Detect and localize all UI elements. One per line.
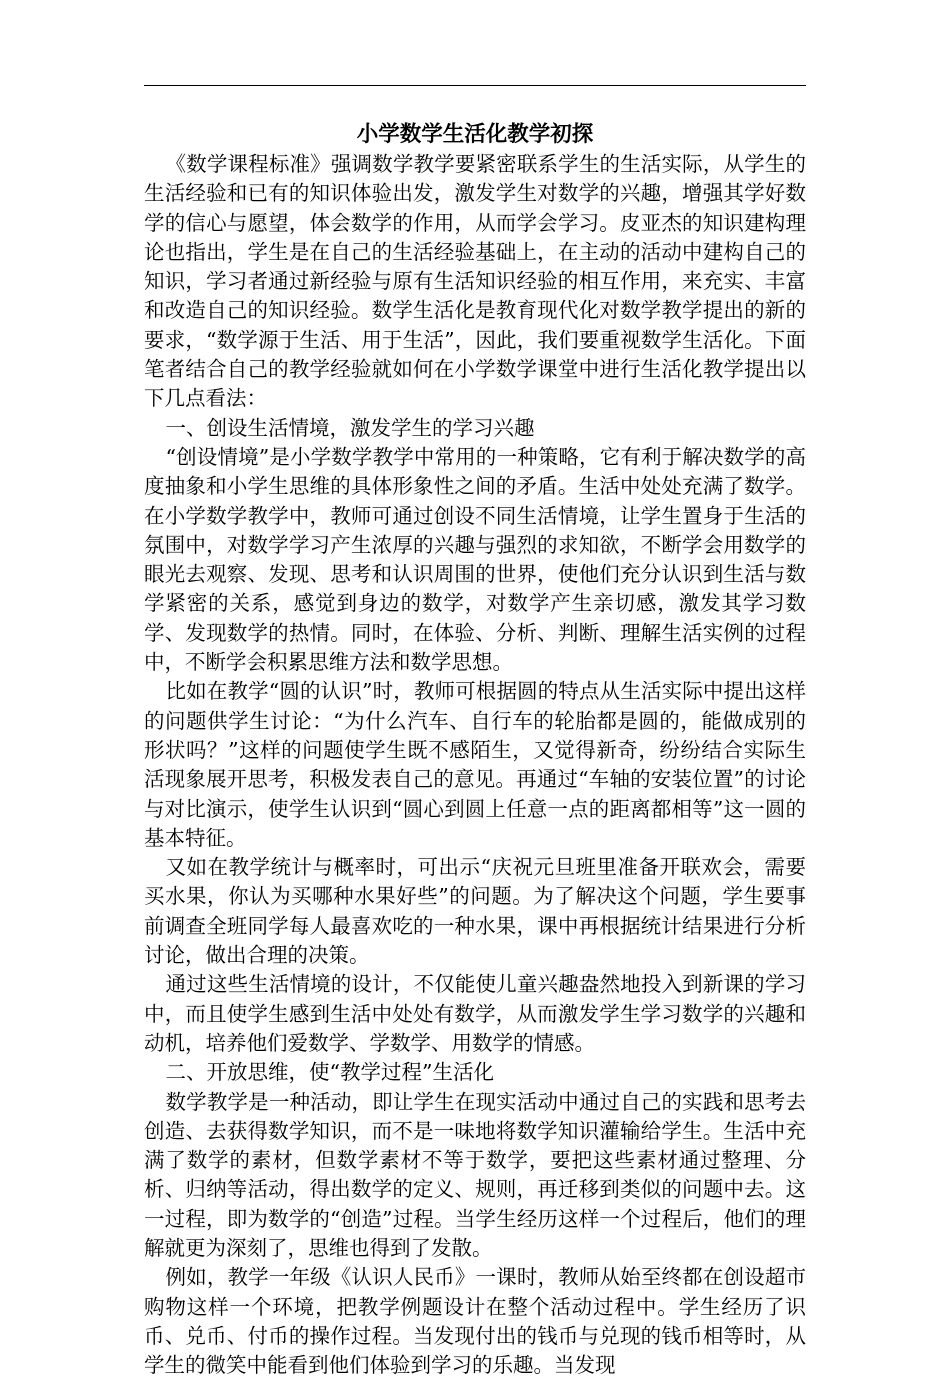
paragraph-statistics-example: 又如在教学统计与概率时，可出示“庆祝元旦班里准备开联欢会，需要买水果，你认为买哪种水果好些”的问题。为了解决这个问题，学生要事前调查全班同学每人最喜欢吃的一种水果，课中再根据统计结果进行分析讨论，做出合理的决策。 [144, 855, 806, 968]
paragraph-rmb-example: 例如，教学一年级《认识人民币》一课时，教师从始至终都在创设超市购物这样一个环境，把教学例题设计在整个活动过程中。学生经历了识币、兑币、付币的操作过程。当发现付出的钱币与兑现的钱币相等时，从学生的微笑中能看到他们体验到学习的乐趣。当发现 [144, 1265, 806, 1378]
document-body [144, 120, 806, 1380]
section-heading-2: 二、开放思维，使“教学过程”生活化 [165, 1060, 494, 1085]
document-title: 小学数学生活化教学初探 [356, 122, 594, 147]
section-heading-1: 一、创设生活情境，激发学生的学习兴趣 [165, 415, 535, 440]
header-rule [144, 85, 806, 86]
paragraph-teaching-process: 数学教学是一种活动，即让学生在现实活动中通过自己的实践和思考去创造、去获得数学知识，而不是一味地将数学知识灌输给学生。生活中充满了数学的素材，但数学素材不等于数学，要把这些素材通过整理、分析、归纳等活动，得出数学的定义、规则，再迁移到类似的问题中去。这一过程，即为数学的“创造”过程。当学生经历这样一个过程后，他们的理解就更为深刻了，思维也得到了发散。 [144, 1089, 806, 1260]
paragraph-situation-summary: 通过这些生活情境的设计，不仅能使儿童兴趣盎然地投入到新课的学习中，而且使学生感到生活中处处有数学，从而激发学生学习数学的兴趣和动机，培养他们爱数学、学数学、用数学的情感。 [144, 972, 806, 1055]
paragraph-situation: “创设情境”是小学数学教学中常用的一种策略，它有利于解决数学的高度抽象和小学生思维的具体形象性之间的矛盾。生活中处处充满了数学。在小学数学教学中，教师可通过创设不同生活情境，让学生置身于生活的氛围中，对数学学习产生浓厚的兴趣与强烈的求知欲，不断学会用数学的眼光去观察、发现、思考和认识周围的世界，使他们充分认识到生活与数学紧密的关系，感觉到身边的数学，对数学产生亲切感，激发其学习数学、发现数学的热情。同时，在体验、分析、判断、理解生活实例的过程中，不断学会积累思维方法和数学思想。 [144, 444, 806, 675]
paragraph-intro: 《数学课程标准》强调数学教学要紧密联系学生的生活实际，从学生的生活经验和已有的知识体验出发，激发学生对数学的兴趣，增强其学好数学的信心与愿望，体会数学的作用，从而学会学习。皮亚杰的知识建构理论也指出，学生是在自己的生活经验基础上，在主动的活动中建构自己的知识，学习者通过新经验与原有生活知识经验的相互作用，来充实、丰富和改造自己的知识经验。数学生活化是教育现代化对数学教学提出的新的要求，“数学源于生活、用于生活”，因此，我们要重视数学生活化。下面笔者结合自己的教学经验就如何在小学数学课堂中进行生活化教学提出以下几点看法： [144, 152, 806, 411]
paragraph-circle-example: 比如在教学“圆的认识”时，教师可根据圆的特点从生活实际中提出这样的问题供学生讨论：“为什么汽车、自行车的轮胎都是圆的，能做成别的形状吗？”这样的问题使学生既不感陌生，又觉得新奇，纷纷结合实际生活现象展开思考，积极发表自己的意见。再通过“车轴的安装位置”的讨论与对比演示，使学生认识到“圆心到圆上任意一点的距离都相等”这一圆的基本特征。 [144, 679, 806, 850]
